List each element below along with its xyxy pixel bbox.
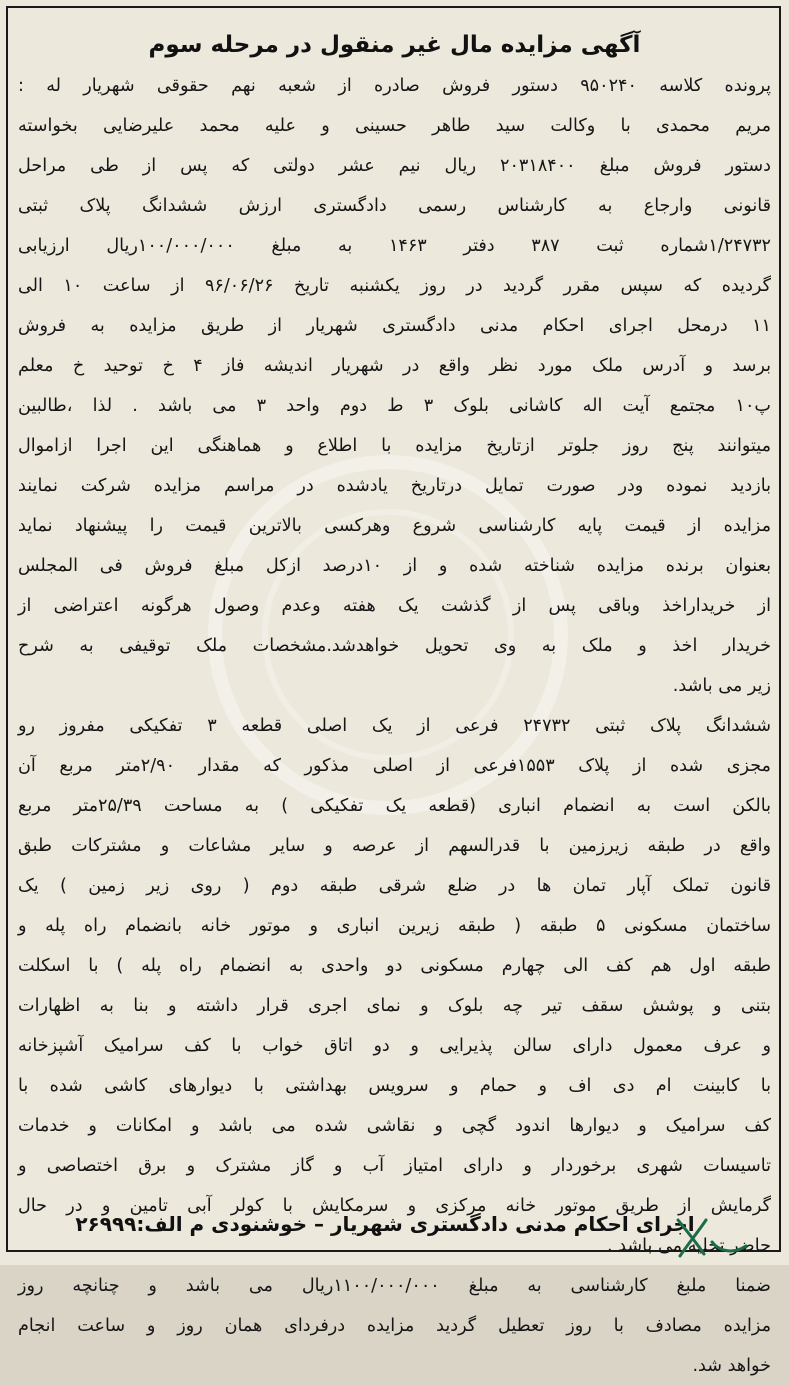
- notice-line: مزایده از قیمت پایه کارشناسی شروع وهرکسی بالاترین قیمت را پیشنهاد نماید: [18, 516, 771, 536]
- notice-title: آگهی مزایده مال غیر منقول در مرحله سوم: [148, 32, 641, 58]
- notice-line: با کابینت ام دی اف و حمام و سرویس بهداشتی با دیوارهای کاشی شده با: [18, 1076, 771, 1096]
- notice-line: از خریداراخذ وباقی پس از گذشت یک هفته وعدم وصول هرگونه اعتراضی از: [18, 596, 771, 616]
- notice-line: خواهد شد.: [692, 1356, 771, 1376]
- notice-line: حاضر تخلیه می باشد .: [607, 1236, 771, 1256]
- notice-line: دستور فروش مبلغ ۲۰۳۱۸۴۰۰ ریال نیم عشر دولتی که پس از طی مراحل: [18, 156, 771, 176]
- notice-line: مریم محمدی با وکالت سید طاهر حسینی و علیه محمد علیرضایی بخواسته: [18, 116, 771, 136]
- notice-line: مجزی شده از پلاک ۱۵۵۳فرعی از اصلی مذکور که مقدار ۲/۹۰متر مربع آن: [18, 756, 771, 776]
- notice-line: گردیده که سپس مقرر گردید در روز یکشنبه تاریخ ۹۶/۰۶/۲۶ از ساعت ۱۰ الی: [18, 276, 772, 296]
- notice-line: پرونده کلاسه ۹۵۰۲۴۰ دستور فروش صادره از شعبه نهم حقوقی شهریار له :: [18, 76, 771, 96]
- notice-line: ۱۱ درمحل اجرای احکام مدنی دادگستری شهریار از طریق مزایده به فروش: [18, 316, 771, 336]
- notice-line: ساختمان مسکونی ۵ طبقه ( طبقه زیرین انباری و موتور خانه بانضمام راه پله و: [18, 916, 771, 936]
- notice-line: میتوانند پنج روز جلوتر ازتاریخ مزایده با اطلاع و هماهنگی این اجرا ازاموال: [18, 436, 771, 456]
- notice-line: زیر می باشد.: [672, 676, 771, 696]
- notice-line: واقع در طبقه زیرزمین با قدرالسهم از عرصه و سایر مشاعات و مشترکات طبق: [18, 836, 771, 856]
- notice-line: خریدار اخذ و ملک به وی تحویل خواهدشد.مشخصات ملک توقیفی به شرح: [18, 636, 771, 656]
- notice-line: بازدید نموده ودر صورت تمایل درتاریخ یادشده در مراسم مزایده شرکت نمایند: [18, 476, 771, 496]
- notice-line: قانونی وارجاع به کارشناس رسمی دادگستری ارزش ششدانگ پلاک ثبتی: [18, 196, 771, 216]
- notice-line: و عرف معمول دارای سالن پذیرایی و دو اتاق خواب با کف سرامیک آشپزخانه: [18, 1036, 771, 1056]
- notice-line: بالکن است به انضمام انباری (قطعه یک تفکیکی ) به مساحت ۲۵/۳۹متر مربع: [18, 796, 771, 816]
- notice-line: ضمنا ملبغ کارشناسی به مبلغ ۱۱۰۰/۰۰۰/۰۰۰ریال می باشد و چنانچه روز: [18, 1276, 771, 1296]
- notice-body: [18, 66, 771, 1386]
- notice-line: ۱/۲۴۷۳۲شماره ثبت ۳۸۷ دفتر ۱۴۶۳ به مبلغ ۱۰۰/۰۰۰/۰۰۰ریال ارزیابی: [18, 236, 772, 256]
- notice-footer: اجرای احکام مدنی دادگستری شهریار – خوشنودی م الف:۲۶۹۹۹: [75, 1212, 695, 1236]
- notice-line: تاسیسات شهری برخوردار و دارای امتیاز آب و گاز مشترک و برق اختصاصی و: [18, 1156, 771, 1176]
- notice-line: بعنوان برنده مزایده شناخته شده و از ۱۰درصد ازکل مبلغ فروش فی المجلس: [18, 556, 772, 576]
- notice-line: قانون تملک آپار تمان ها در ضلع شرقی طبقه دوم ( روی زیر زمین ) یک: [18, 876, 771, 896]
- notice-line: طبقه اول هم کف الی چهارم مسکونی دو واحدی به انضمام راه پله ) با اسکلت: [18, 956, 771, 976]
- notice-line: پ۱۰ مجتمع آیت اله کاشانی بلوک ۳ ط دوم واحد ۳ می باشد . لذا ،طالبین: [18, 396, 771, 416]
- notice-line: مزایده مصادف با روز تعطیل گردید مزایده درفردای همان روز و ساعت انجام: [18, 1316, 771, 1336]
- notice-line: بتنی و پوشش سقف تیر چه بلوک و نمای اجری قرار داشته و بنا به اظهارات: [18, 996, 771, 1016]
- notice-line: گرمایش از طریق موتور خانه مرکزی و سرمکایش با کولر آبی تامین و در حال: [18, 1196, 771, 1216]
- notice-line: برسد و آدرس ملک مورد نظر واقع در شهریار اندیشه فاز ۴ خ توحید خ معلم: [18, 356, 772, 376]
- notice-line: ششدانگ پلاک ثبتی ۲۴۷۳۲ فرعی از یک اصلی قطعه ۳ تفکیکی مفروز رو: [18, 716, 771, 736]
- notice-line: کف سرامیک و دیوارها اندود گچی و نقاشی شده می باشد و امکانات و خدمات: [18, 1116, 771, 1136]
